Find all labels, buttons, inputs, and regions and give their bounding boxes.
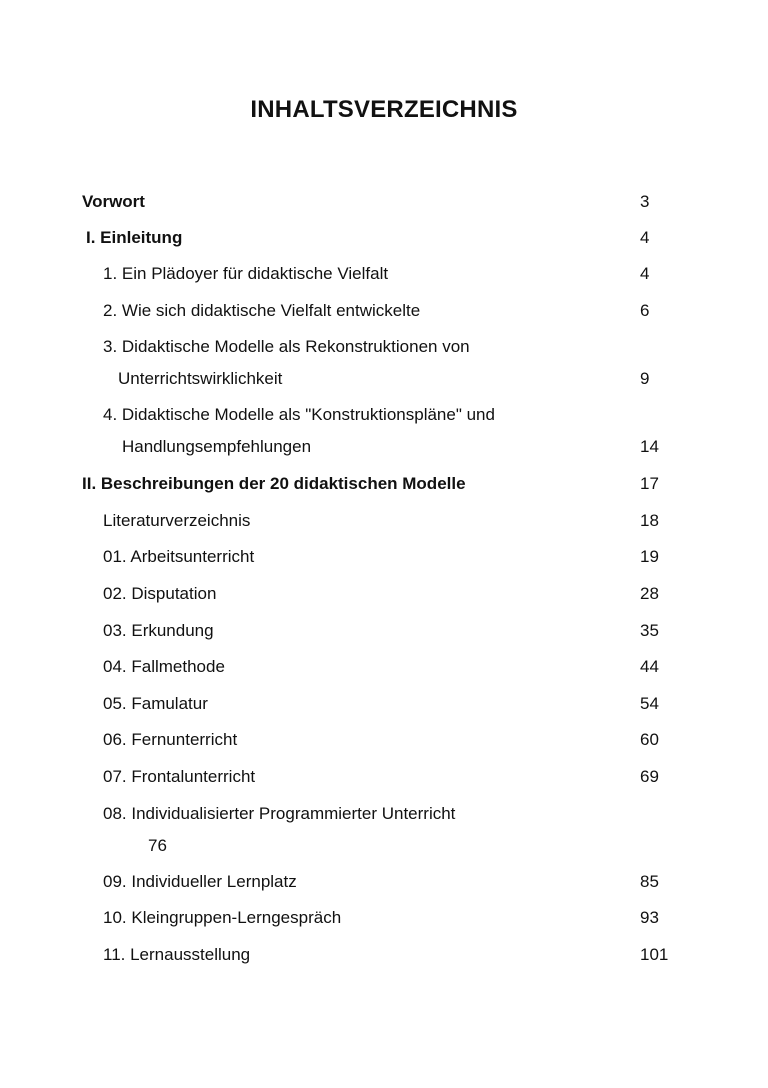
- toc-page-number: 14: [640, 437, 659, 456]
- toc-entry: 09. Individueller Lernplatz: [103, 872, 297, 891]
- toc-page-number: 28: [640, 584, 659, 603]
- toc-page-number: 44: [640, 657, 659, 676]
- toc-entry-continuation: Unterrichtswirklichkeit: [118, 369, 283, 388]
- toc-page-number: 4: [640, 264, 650, 283]
- toc-entry: 1. Ein Plädoyer für didaktische Vielfalt: [103, 264, 389, 283]
- toc-entry-einleitung: I. Einleitung: [86, 228, 183, 247]
- toc-entry: 4. Didaktische Modelle als "Konstruktionspläne" und: [103, 405, 495, 424]
- toc-page-number: 54: [640, 694, 659, 713]
- toc-entry: 01. Arbeitsunterricht: [103, 547, 255, 566]
- toc-entry-vorwort: Vorwort: [82, 192, 145, 211]
- toc-page-number: 93: [640, 908, 659, 927]
- toc-entry-continuation: 76: [148, 836, 167, 855]
- page-title: INHALTSVERZEICHNIS: [250, 96, 518, 123]
- toc-entry: 06. Fernunterricht: [103, 730, 238, 749]
- toc-page-number: 69: [640, 767, 659, 786]
- toc-page-number: 18: [640, 511, 659, 530]
- toc-entry: 3. Didaktische Modelle als Rekonstruktionen von: [103, 337, 470, 356]
- toc-page-number: 3: [640, 192, 650, 211]
- toc-page-number: 19: [640, 547, 659, 566]
- toc-entry: 05. Famulatur: [103, 694, 208, 713]
- toc-page-number: 60: [640, 730, 659, 749]
- toc-page-number: 35: [640, 621, 659, 640]
- toc-page-number: 85: [640, 872, 659, 891]
- toc-entry: Literaturverzeichnis: [103, 511, 251, 530]
- toc-page-number: 9: [640, 369, 650, 388]
- toc-entry: 02. Disputation: [103, 584, 217, 603]
- toc-page-number: 101: [640, 945, 669, 964]
- toc-entry: 03. Erkundung: [103, 621, 214, 640]
- toc-entry-beschreibungen: II. Beschreibungen der 20 didaktischen Modelle: [82, 474, 466, 493]
- toc-page-number: 17: [640, 474, 659, 493]
- toc-entry: 07. Frontalunterricht: [103, 767, 256, 786]
- toc-entry: 2. Wie sich didaktische Vielfalt entwickelte: [103, 301, 421, 320]
- toc-entry: 04. Fallmethode: [103, 657, 225, 676]
- toc-entry-continuation: Handlungsempfehlungen: [122, 437, 312, 456]
- toc-page-number: 6: [640, 301, 650, 320]
- toc-entry: 10. Kleingruppen-Lerngespräch: [103, 908, 342, 927]
- toc-page-number: 4: [640, 228, 650, 247]
- toc-entry: 08. Individualisierter Programmierter Unterricht: [103, 804, 456, 823]
- toc-entry: 11. Lernausstellung: [103, 945, 251, 964]
